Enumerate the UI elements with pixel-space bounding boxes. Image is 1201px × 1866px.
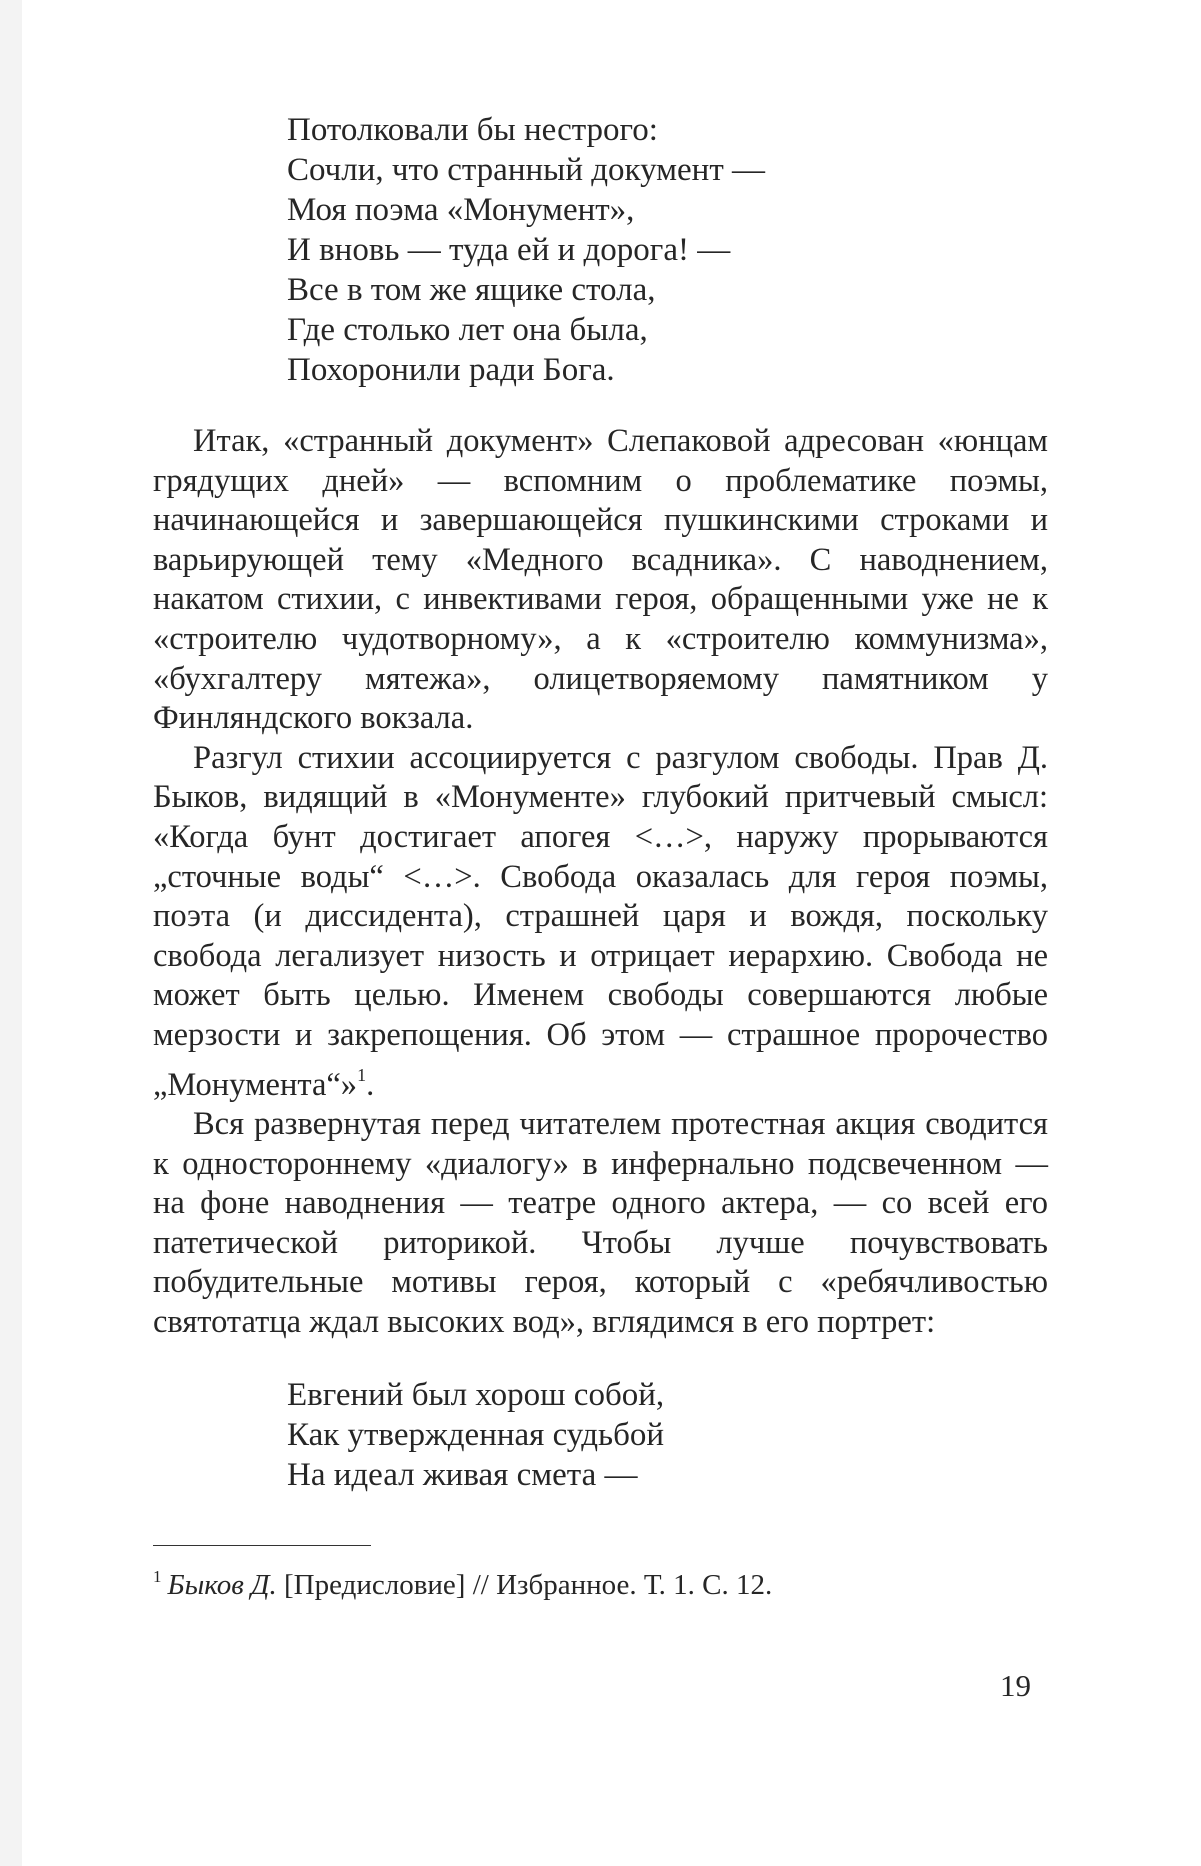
paragraph-3: Вся развернутая перед читателем протестная акция сводится к одностороннему «диалогу» в инфернально подсвеченном — на фоне наводнения — театре одного актера, — со всей его патетической риторикой. Чтобы лучше почувствовать побудительные мотивы героя, который с «ребячливостью святотатца ждал высоких вод», вглядимся в его портрет:: [153, 1106, 1048, 1341]
verse-line: Потолковали бы нестрого:: [287, 112, 658, 148]
footnote-author: Быков Д.: [167, 1568, 277, 1601]
verse-line: Как утвержденная судьбой: [287, 1416, 665, 1453]
verse-line: Евгений был хорош собой,: [287, 1376, 665, 1413]
verse-line: Где столько лет она была,: [287, 312, 648, 348]
verse-line: Похоронили ради Бога.: [287, 352, 615, 388]
page-number: 19: [1000, 1668, 1031, 1703]
footnote-text: [Предисловие] // Избранное. Т. 1. С. 12.: [276, 1568, 773, 1601]
paragraph-2-end: .: [366, 1066, 375, 1103]
verse-line: На идеал живая смета —: [287, 1456, 638, 1493]
footnote-number: 1: [153, 1566, 162, 1586]
verse-stanza-bottom: [287, 1375, 1048, 1495]
verse-line: Моя поэма «Монумент»,: [287, 192, 635, 228]
footnote-reference[interactable]: 1: [357, 1064, 367, 1085]
verse-line: Сочли, что странный документ —: [287, 152, 766, 188]
paragraph-2: [153, 739, 1048, 1105]
footnote-divider: [153, 1545, 371, 1546]
paragraph-1: Итак, «странный документ» Слепаковой адресован «юнцам грядущих дней» — вспомним о проблематике поэмы, начинающейся и завершающейся пушкинскими строками и варьирующей тему «Медного всадника». С наводнением, накатом стихии, с инвективами героя, обращенными уже не к «строителю чудотворному», а к «строителю коммунизма», «бухгалтеру мятежа», олицетворяемому памятником у Финляндского вокзала.: [153, 423, 1048, 737]
verse-line: И вновь — туда ей и дорога! —: [287, 232, 731, 268]
paragraph-2-text: Разгул стихии ассоциируется с разгулом свободы. Прав Д. Быков, видящий в «Монументе» глубокий притчевый смысл: «Когда бунт достигает апогея <…>, наружу прорываются „сточные воды“ <…>. Свобода оказалась для героя поэмы, поэта (и диссидента), страшней царя и вождя, поскольку свобода легализует низость и отрицает иерархию. Свобода не может быть целью. Именем свободы совершаются любые мерзости и закрепощения. Об этом — страшное пророчество „Монумента“»: [153, 739, 1048, 1103]
verse-stanza-top: [287, 110, 1048, 390]
page-body: [153, 110, 1048, 1602]
verse-line: Все в том же ящике стола,: [287, 272, 656, 308]
footnote: [153, 1560, 1048, 1602]
